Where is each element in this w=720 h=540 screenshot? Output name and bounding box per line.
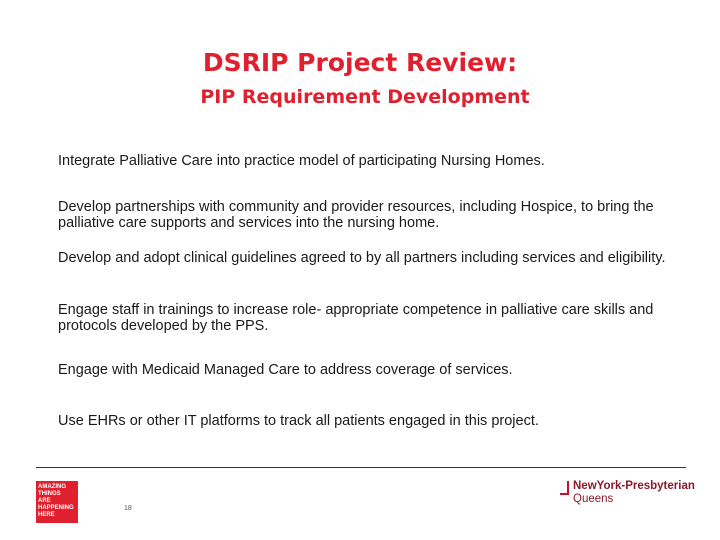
bullet-item: Use EHRs or other IT platforms to track all patients engaged in this project. — [58, 413, 539, 429]
bullet-item: Develop and adopt clinical guidelines agreed to by all partners including services and eligibility. — [58, 250, 666, 266]
footer-divider — [36, 467, 686, 468]
brand-name: NewYork-Presbyterian — [573, 480, 695, 492]
nyp-bracket-icon — [560, 481, 570, 501]
bullet-item: Integrate Palliative Care into practice model of participating Nursing Homes. — [58, 153, 545, 169]
bullet-item: Develop partnerships with community and provider resources, including Hospice, to bring the palliative care supports and services into the nursing home. — [58, 199, 654, 231]
amazing-things-logo: AMAZING THINGS ARE HAPPENING HERE — [36, 481, 78, 523]
bullet-item: Engage with Medicaid Managed Care to address coverage of services. — [58, 362, 513, 378]
bullet-item: Engage staff in trainings to increase role- appropriate competence in palliative care skills and protocols developed by the PPS. — [58, 302, 654, 334]
page-number: 18 — [124, 505, 132, 512]
brand-sub: Queens — [573, 493, 614, 505]
slide-subtitle: PIP Requirement Development — [200, 86, 530, 108]
slide-title: DSRIP Project Review: — [202, 48, 518, 77]
nyp-queens-logo — [560, 480, 695, 506]
